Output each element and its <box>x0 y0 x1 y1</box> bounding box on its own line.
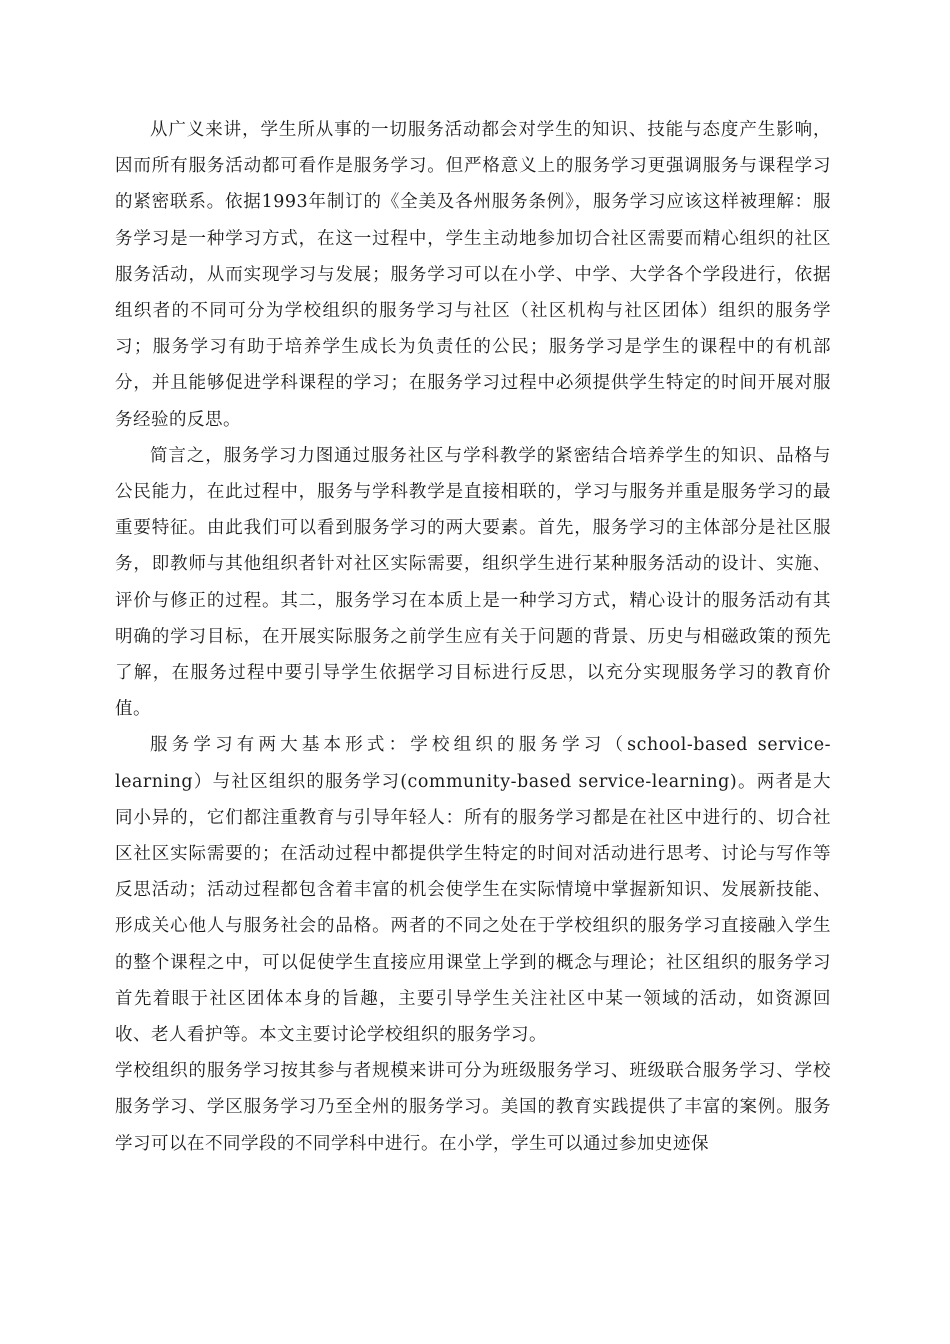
paragraph-4: 学校组织的服务学习按其参与者规模来讲可分为班级服务学习、班级联合服务学习、学校服务学习、学区服务学习乃至全州的服务学习。美国的教育实践提供了丰富的案例。服务学习可以在不同学段的不同学科中进行。在小学，学生可以通过参加史迹保 <box>115 1061 831 1154</box>
paragraph-3: 服务学习有两大基本形式：学校组织的服务学习（school-based service-learning）与社区组织的服务学习(community-based service-learning)。两者是大同小异的，它们都注重教育与引导年轻人：所有的服务学习都是在社区中进行的、切合社区社区实际需要的；在活动过程中都提供学生特定的时间对活动进行思考、讨论与写作等反思活动；活动过程都包含着丰富的机会使学生在实际情境中掌握新知识、发展新技能、形成关心他人与服务社会的品格。两者的不同之处在于学校组织的服务学习直接融入学生的整个课程之中，可以促使学生直接应用课堂上学到的概念与理论；社区组织的服务学习首先着眼于社区团体本身的旨趣，主要引导学生关注社区中某一领域的活动，如资源回收、老人看护等。本文主要讨论学校组织的服务学习。 <box>115 735 831 1046</box>
paragraph-1: 从广义来讲，学生所从事的一切服务活动都会对学生的知识、技能与态度产生影响，因而所有服务活动都可看作是服务学习。但严格意义上的服务学习更强调服务与课程学习的紧密联系。依据1993年制订的《全美及各州服务条例》，服务学习应该这样被理解：服务学习是一种学习方式，在这一过程中，学生主动地参加切合社区需要而精心组织的社区服务活动，从而实现学习与发展；服务学习可以在小学、中学、大学各个学段进行，依据组织者的不同可分为学校组织的服务学习与社区（社区机构与社区团体）组织的服务学习；服务学习有助于培养学生成长为负责任的公民；服务学习是学生的课程中的有机部分，并且能够促进学科课程的学习；在服务学习过程中必须提供学生特定的时间开展对服务经验的反思。 <box>115 120 831 430</box>
paragraph-2: 简言之，服务学习力图通过服务社区与学科教学的紧密结合培养学生的知识、品格与公民能力，在此过程中，服务与学科教学是直接相联的，学习与服务并重是服务学习的最重要特征。由此我们可以看到服务学习的两大要素。首先，服务学习的主体部分是社区服务，即教师与其他组织者针对社区实际需要，组织学生进行某种服务活动的设计、实施、评价与修正的过程。其二，服务学习在本质上是一种学习方式，精心设计的服务活动有其明确的学习目标，在开展实际服务之前学生应有关于问题的背景、历史与相磁政策的预先了解，在服务过程中要引导学生依据学习目标进行反思，以充分实现服务学习的教育价值。 <box>115 445 831 720</box>
document-page <box>115 112 831 1162</box>
